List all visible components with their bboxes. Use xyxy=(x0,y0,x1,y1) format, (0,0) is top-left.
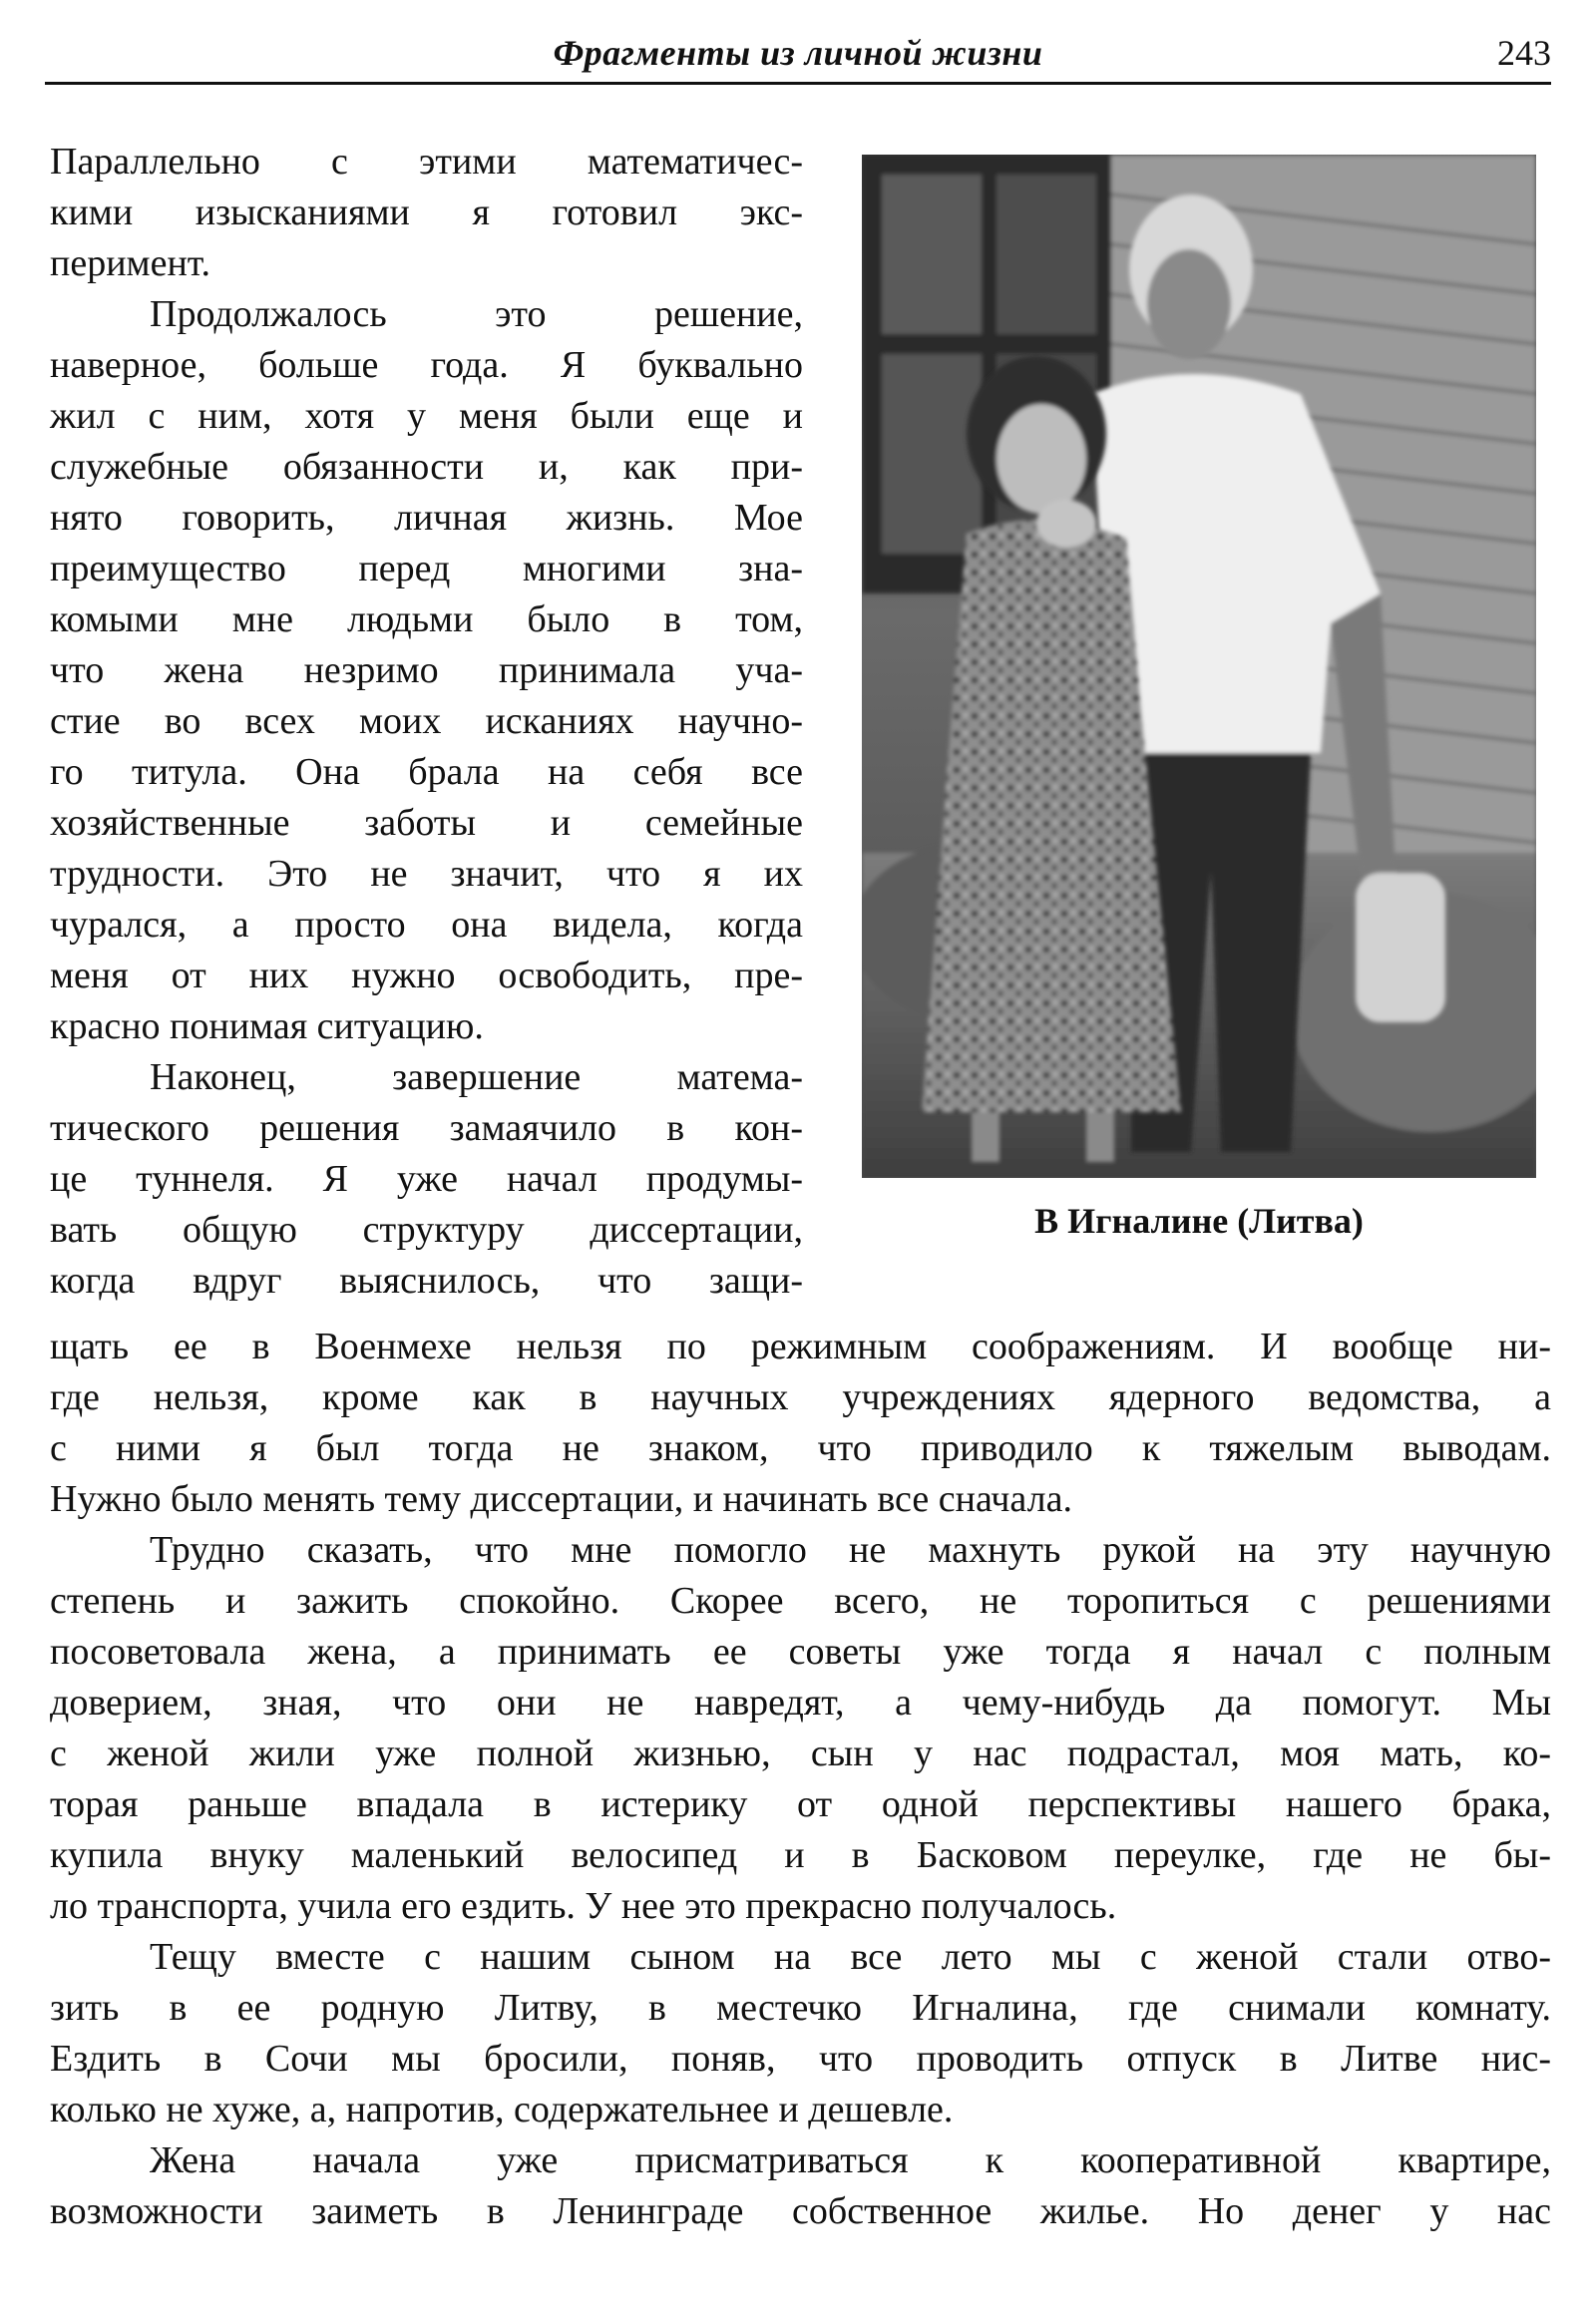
running-title: Фрагменты из личной жизни xyxy=(553,33,1043,73)
text-line: с женой жили уже полной жизнью, сын у нас подрастал, моя мать, ко- xyxy=(50,1733,1551,1774)
text-line: трудности. Это не значит, что я их xyxy=(50,853,803,895)
text-line: кими изысканиями я готовил экс- xyxy=(50,192,803,233)
page-number: 243 xyxy=(1497,33,1551,73)
photo-caption: В Игналине (Литва) xyxy=(1034,1201,1364,1241)
text-line: когда вдруг выяснилось, что защи- xyxy=(50,1260,803,1302)
text-line: вать общую структуру диссертации, xyxy=(50,1209,803,1251)
text-line: жил с ним, хотя у меня были еще и xyxy=(50,395,803,437)
text-line: где нельзя, кроме как в научных учреждениях ядерного ведомства, а xyxy=(50,1376,1551,1418)
text-line: купила внуку маленький велосипед и в Басковом переулке, где не бы- xyxy=(50,1834,1551,1876)
text-line: торая раньше впадала в истерику от одной перспективы нашего брака, xyxy=(50,1783,1551,1825)
text-column-narrow xyxy=(50,137,803,1307)
text-line: Трудно сказать, что мне помогло не махнуть рукой на эту научную xyxy=(150,1529,1551,1571)
text-line: служебные обязанности и, как при- xyxy=(50,446,803,488)
text-line: ло транспорта, учила его ездить. У нее это прекрасно получалось. xyxy=(50,1885,1117,1927)
text-line: стие во всех моих исканиях научно- xyxy=(50,700,803,742)
text-line: Нужно было менять тему диссертации, и начинать все сначала. xyxy=(50,1478,1072,1520)
text-line: нято говорить, личная жизнь. Мое xyxy=(50,497,803,539)
text-line: Ездить в Сочи мы бросили, поняв, что проводить отпуск в Литве нис- xyxy=(50,2038,1551,2080)
running-head xyxy=(45,22,1551,85)
text-line: тического решения замаячило в кон- xyxy=(50,1107,803,1149)
text-line: Жена начала уже присматриваться к кооперативной квартире, xyxy=(150,2139,1551,2181)
text-line: преимущество перед многими зна- xyxy=(50,548,803,589)
text-line: красно понимая ситуацию. xyxy=(50,1005,484,1047)
text-line: что жена незримо принимала уча- xyxy=(50,649,803,691)
photo-figure xyxy=(862,155,1536,1242)
text-line: це туннеля. Я уже начал продумы- xyxy=(50,1158,803,1200)
text-line: Продолжалось это решение, xyxy=(150,293,803,335)
text-line: перимент. xyxy=(50,242,211,284)
text-line: щать ее в Военмехе нельзя по режимным соображениям. И вообще ни- xyxy=(50,1326,1551,1367)
text-line: с ними я был тогда не знаком, что приводило к тяжелым выводам. xyxy=(50,1427,1551,1469)
text-line: чурался, а просто она видела, когда xyxy=(50,904,803,946)
text-line: возможности заиметь в Ленинграде собственное жилье. Но денег у нас xyxy=(50,2190,1551,2232)
text-line: Параллельно с этими математичес- xyxy=(50,141,803,183)
text-line: Тещу вместе с нашим сыном на все лето мы с женой стали отво- xyxy=(150,1936,1551,1978)
text-line: зить в ее родную Литву, в местечко Игналина, где снимали комнату. xyxy=(50,1987,1551,2029)
text-line: наверное, больше года. Я буквально xyxy=(50,344,803,386)
text-line: степень и зажить спокойно. Скорее всего, не торопиться с решениями xyxy=(50,1580,1551,1622)
text-line: хозяйственные заботы и семейные xyxy=(50,802,803,844)
text-line: Наконец, завершение матема- xyxy=(150,1056,803,1098)
text-line: комыми мне людьми было в том, xyxy=(50,598,803,640)
text-line: посоветовала жена, а принимать ее советы уже тогда я начал с полным xyxy=(50,1631,1551,1673)
text-line: колько не хуже, а, напротив, содержательнее и дешевле. xyxy=(50,2089,954,2130)
text-line: меня от них нужно освободить, пре- xyxy=(50,955,803,996)
photo xyxy=(862,155,1536,1178)
text-column-wide xyxy=(50,1322,1551,2237)
text-line: го титула. Она брала на себя все xyxy=(50,751,803,793)
text-line: доверием, зная, что они не навредят, а чему-нибудь да помогут. Мы xyxy=(50,1682,1551,1724)
